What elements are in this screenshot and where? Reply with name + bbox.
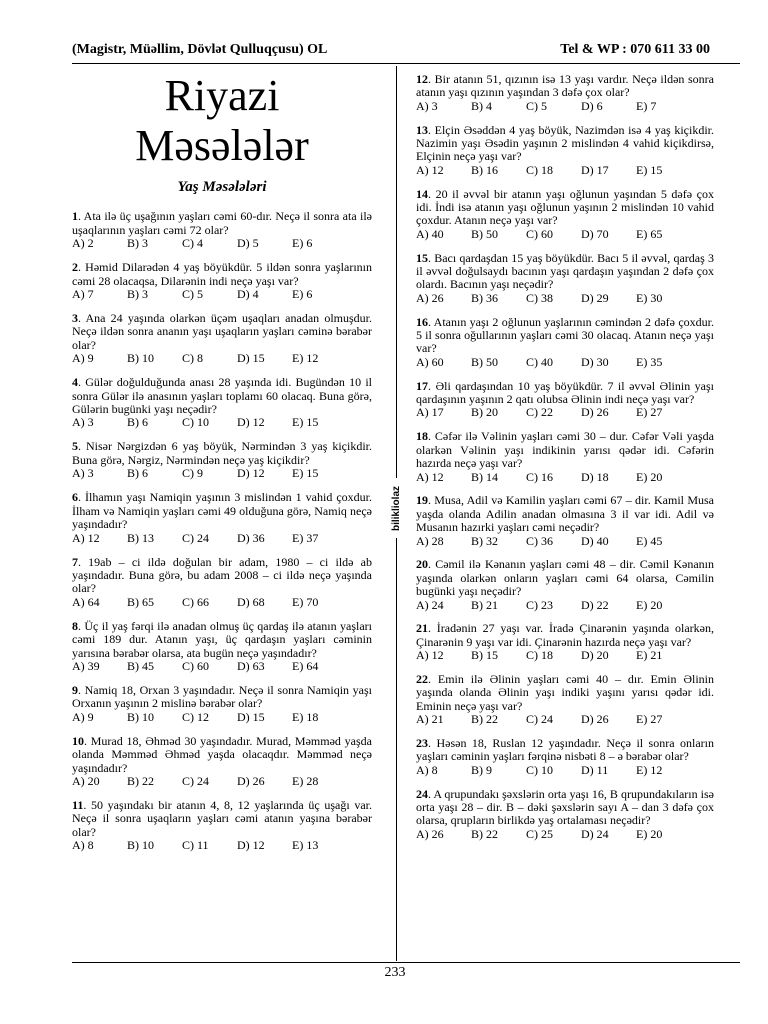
answer-options <box>416 649 714 662</box>
answer-option: B) 10 <box>127 709 154 724</box>
answer-option: A) 3 <box>72 415 94 430</box>
problem-text: . Üç il yaş fərqi ilə anadan olmuş üç qardaş ilə atanın yaşları cəmi 189 dur. Atanın yaşı, üç qardaşın yaşları cəminin yarısına bərabər olarsa, ata bugün neçə yaşındadır? <box>72 618 372 660</box>
answer-option: C) 12 <box>182 709 209 724</box>
problem-question <box>72 261 372 288</box>
answer-option: E) 28 <box>292 773 319 788</box>
problem-number: 22 <box>416 671 428 686</box>
answer-option: A) 3 <box>416 98 438 113</box>
problem-item <box>72 684 372 724</box>
problem-item <box>416 430 714 484</box>
problem-item <box>416 558 714 612</box>
problem-number: 17 <box>416 378 428 393</box>
problem-question <box>72 620 372 660</box>
right-column <box>416 73 714 852</box>
answer-option: D) 26 <box>237 773 265 788</box>
answer-option: B) 14 <box>471 469 498 484</box>
answer-option: E) 20 <box>636 597 663 612</box>
problem-question <box>416 124 714 164</box>
answer-option: A) 28 <box>416 533 444 548</box>
answer-option: D) 17 <box>581 162 609 177</box>
problem-number: 16 <box>416 314 428 329</box>
answer-option: B) 9 <box>471 762 492 777</box>
answer-option: D) 22 <box>581 597 609 612</box>
problem-question <box>72 210 372 237</box>
problem-question <box>416 788 714 828</box>
problem-number: 24 <box>416 786 428 801</box>
answer-option: C) 18 <box>526 648 553 663</box>
problem-number: 9 <box>72 682 78 697</box>
section-title: Yaş Məsələləri <box>177 179 267 195</box>
answer-options <box>416 356 714 369</box>
answer-option: E) 15 <box>292 466 319 481</box>
problem-question <box>72 735 372 775</box>
answer-option: D) 15 <box>237 351 265 366</box>
answer-option: C) 22 <box>526 405 553 420</box>
answer-option: E) 6 <box>292 236 313 251</box>
answer-option: B) 13 <box>127 530 154 545</box>
problem-item <box>72 261 372 301</box>
answer-option: D) 40 <box>581 533 609 548</box>
problem-item <box>72 440 372 480</box>
problem-number: 11 <box>72 797 84 812</box>
problem-text: . Gülər doğulduğunda anası 28 yaşında idi. Bugündən 10 il sonra Gülər ilə anasının yaşları toplamı 60 olacaq. Buna görə, Gülərin bugünki yaşı neçədir? <box>72 375 372 417</box>
problem-item <box>72 735 372 789</box>
answer-option: D) 5 <box>237 236 259 251</box>
answer-options <box>416 828 714 841</box>
answer-option: E) 18 <box>292 709 319 724</box>
answer-option: E) 37 <box>292 530 319 545</box>
answer-options <box>416 713 714 726</box>
side-watermark <box>386 478 406 538</box>
answer-option: C) 60 <box>182 658 209 673</box>
answer-option: C) 10 <box>182 415 209 430</box>
answer-option: C) 38 <box>526 290 553 305</box>
answer-option: A) 12 <box>72 530 100 545</box>
answer-option: A) 9 <box>72 709 94 724</box>
page-header <box>72 42 710 62</box>
answer-option: A) 20 <box>72 773 100 788</box>
problem-text: . Musa, Adil və Kamilin yaşları cəmi 67 – dir. Kamil Musa yaşda olanda Adilin anadan olmasına 3 il var idi. Adil və Musanın hazırki yaşları cəmi neçədir? <box>416 493 714 535</box>
answer-option: D) 26 <box>581 405 609 420</box>
answer-option: C) 18 <box>526 162 553 177</box>
answer-option: D) 26 <box>581 712 609 727</box>
answer-option: B) 65 <box>127 594 154 609</box>
answer-options <box>416 406 714 419</box>
answer-option: B) 3 <box>127 287 148 302</box>
answer-option: C) 8 <box>182 351 203 366</box>
footer-rule <box>72 962 740 963</box>
problem-item <box>416 252 714 306</box>
problem-text: . Cəfər ilə Vəlinin yaşları cəmi 30 – dur. Cəfər Vəli yaşda olarkən Vəlinin yaşı indikinin yarısı qədər idi. Cəfərin hazırda neçə yaşı var? <box>416 429 714 471</box>
problem-number: 19 <box>416 493 428 508</box>
answer-option: E) 35 <box>636 354 663 369</box>
answer-option: A) 3 <box>72 466 94 481</box>
answer-option: B) 6 <box>127 466 148 481</box>
answer-option: C) 25 <box>526 826 553 841</box>
answer-option: A) 12 <box>416 648 444 663</box>
answer-option: E) 70 <box>292 594 319 609</box>
answer-options <box>72 467 372 480</box>
answer-option: C) 11 <box>182 838 209 853</box>
problem-item <box>416 622 714 662</box>
answer-option: C) 40 <box>526 354 553 369</box>
answer-option: D) 68 <box>237 594 265 609</box>
problem-question <box>416 558 714 598</box>
answer-option: E) 45 <box>636 533 663 548</box>
answer-option: C) 24 <box>526 712 553 727</box>
answer-option: A) 64 <box>72 594 100 609</box>
answer-option: C) 5 <box>182 287 203 302</box>
problem-list-right <box>416 73 714 841</box>
problem-item <box>416 380 714 420</box>
answer-option: D) 20 <box>581 648 609 663</box>
problem-item <box>416 494 714 548</box>
title-line-1: Riyazi <box>164 71 280 120</box>
problem-item <box>72 491 372 545</box>
answer-option: E) 7 <box>636 98 657 113</box>
answer-option: D) 11 <box>581 762 609 777</box>
answer-option: D) 6 <box>581 98 603 113</box>
answer-option: D) 29 <box>581 290 609 305</box>
answer-option: D) 36 <box>237 530 265 545</box>
answer-option: A) 9 <box>72 351 94 366</box>
problem-item <box>72 376 372 430</box>
answer-option: B) 10 <box>127 838 154 853</box>
answer-option: E) 6 <box>292 287 313 302</box>
answer-options <box>72 532 372 545</box>
problem-question <box>416 188 714 228</box>
problem-number: 12 <box>416 72 428 86</box>
answer-option: D) 70 <box>581 226 609 241</box>
answer-option: E) 27 <box>636 712 663 727</box>
answer-option: E) 15 <box>292 415 319 430</box>
answer-options <box>72 416 372 429</box>
answer-option: C) 24 <box>182 773 209 788</box>
problem-number: 1 <box>72 209 78 224</box>
problem-number: 6 <box>72 490 78 505</box>
problem-question <box>72 799 372 839</box>
problem-question <box>72 376 372 416</box>
answer-option: C) 66 <box>182 594 209 609</box>
answer-options <box>72 288 372 301</box>
answer-option: A) 40 <box>416 226 444 241</box>
answer-option: A) 12 <box>416 162 444 177</box>
answer-option: D) 12 <box>237 838 265 853</box>
answer-option: A) 26 <box>416 290 444 305</box>
problem-item <box>416 737 714 777</box>
answer-option: E) 21 <box>636 648 663 663</box>
problem-question <box>416 252 714 292</box>
problem-text: . Ata ilə üç uşağının yaşları cəmi 60-dır. Neçə il sonra ata ilə uşaqlarının yaşları cəmi 72 olar? <box>72 209 372 237</box>
answer-options <box>72 237 372 250</box>
answer-option: B) 3 <box>127 236 148 251</box>
problem-text: . Cəmil ilə Kənanın yaşları cəmi 48 – dir. Cəmil Kənanın yaşında olarkən onların yaşları cəmi 64 olarsa, Cəmilin bugünki yaşı neçədir? <box>416 557 714 599</box>
answer-options <box>72 352 372 365</box>
problem-item <box>416 73 714 113</box>
answer-option: C) 10 <box>526 762 553 777</box>
problem-item <box>416 316 714 370</box>
problem-question <box>416 494 714 534</box>
problem-item <box>72 556 372 610</box>
problem-question <box>72 440 372 467</box>
answer-option: D) 63 <box>237 658 265 673</box>
answer-option: B) 22 <box>471 712 498 727</box>
problem-number: 20 <box>416 557 428 572</box>
problem-question <box>72 684 372 711</box>
answer-option: E) 15 <box>636 162 663 177</box>
answer-option: B) 15 <box>471 648 498 663</box>
problem-question <box>72 556 372 596</box>
problem-number: 3 <box>72 311 78 326</box>
answer-option: C) 16 <box>526 469 553 484</box>
problem-number: 5 <box>72 439 78 454</box>
problem-question <box>416 430 714 470</box>
problem-text: . Ana 24 yaşında olarkən üçəm uşaqları anadan olmuşdur. Neçə ildən sonra ananın yaşı uşaqların yaşları cəminə bərabər olar? <box>72 311 372 352</box>
answer-options <box>416 292 714 305</box>
answer-option: E) 13 <box>292 838 319 853</box>
problem-item <box>416 124 714 178</box>
answer-option: B) 50 <box>471 226 498 241</box>
answer-options <box>416 100 714 113</box>
problem-item <box>72 312 372 366</box>
answer-options <box>416 599 714 612</box>
problem-text: . İradənin 27 yaşı var. İradə Çinarənin yaşında olarkən, Çinarənin 9 yaşı var idi. Çinarənin hazırda neçə yaşı var? <box>416 621 714 649</box>
problem-text: . Nisər Nərgizdən 6 yaş böyük, Nərmindən 3 yaş kiçikdir. Buna görə, Nərgiz, Nərmindən neçə yaş kiçikdir? <box>72 439 372 467</box>
problem-item <box>72 210 372 250</box>
answer-option: E) 20 <box>636 826 663 841</box>
header-rule <box>72 63 740 64</box>
answer-option: C) 9 <box>182 466 203 481</box>
answer-option: E) 65 <box>636 226 663 241</box>
problem-text: . A qrupundakı şəxslərin orta yaşı 16, B qrupundakıların isə orta yaşı 28 – dir. B – dəki şəxslərin sayı A – dan 3 dəfə çox olarsa, qrupların birlikdə yaş ortalaması neçədir? <box>416 786 714 828</box>
answer-option: B) 6 <box>127 415 148 430</box>
answer-option: B) 21 <box>471 597 498 612</box>
answer-option: A) 24 <box>416 597 444 612</box>
problem-text: . Həsən 18, Ruslan 12 yaşındadır. Neçə il sonra onların yaşları cəminin yaşları fərqinə nisbəti 8 – ə bərabər olar? <box>416 735 714 764</box>
answer-option: A) 17 <box>416 405 444 420</box>
answer-option: A) 60 <box>416 354 444 369</box>
answer-option: B) 22 <box>471 826 498 841</box>
problem-number: 14 <box>416 186 428 201</box>
left-column <box>72 71 372 863</box>
answer-option: A) 26 <box>416 826 444 841</box>
answer-option: E) 12 <box>292 351 319 366</box>
problem-question <box>416 737 714 764</box>
answer-option: B) 10 <box>127 351 154 366</box>
answer-options <box>72 660 372 673</box>
answer-option: B) 4 <box>471 98 492 113</box>
problem-item <box>72 799 372 853</box>
problem-question <box>416 622 714 649</box>
title-line-2: Məsələlər <box>135 121 309 170</box>
problem-text: . Namiq 18, Orxan 3 yaşındadır. Neçə il sonra Namiqin yaşı Orxanın yaşının 2 mislinə bərabər olar? <box>72 682 372 711</box>
problem-question <box>416 73 714 100</box>
problem-question <box>416 673 714 713</box>
answer-option: A) 2 <box>72 236 94 251</box>
problem-item <box>416 673 714 727</box>
problem-number: 21 <box>416 621 428 636</box>
answer-options <box>72 711 372 724</box>
answer-options <box>416 471 714 484</box>
problem-text: . Murad 18, Əhməd 30 yaşındadır. Murad, Məmməd yaşda olanda Məmməd Əhməd yaşda olacaqdır. Məmməd neçə yaşındadır? <box>72 733 372 775</box>
problem-question <box>416 380 714 407</box>
problem-list-left <box>72 210 372 852</box>
answer-options <box>416 164 714 177</box>
answer-option: E) 20 <box>636 469 663 484</box>
problem-item <box>416 788 714 842</box>
problem-text: . Bacı qardaşdan 15 yaş böyükdür. Bacı 5 il əvvəl, qardaş 3 il əvvəl doğulsaydı bacının yaşı qardaşın yaşından 2 dəfə çox olardı. Bacının yaşı neçədir? <box>416 250 714 292</box>
answer-option: A) 8 <box>416 762 438 777</box>
answer-option: D) 12 <box>237 415 265 430</box>
answer-option: E) 64 <box>292 658 319 673</box>
answer-option: D) 4 <box>237 287 259 302</box>
answer-option: D) 12 <box>237 466 265 481</box>
problem-number: 7 <box>72 554 78 569</box>
answer-option: D) 18 <box>581 469 609 484</box>
problem-item <box>416 188 714 242</box>
answer-option: C) 5 <box>526 98 547 113</box>
answer-option: E) 27 <box>636 405 663 420</box>
answer-option: B) 22 <box>127 773 154 788</box>
problem-number: 13 <box>416 122 428 137</box>
problem-text: . Bir atanın 51, qızının isə 13 yaşı vardır. Neçə ildən sonra atanın yaşı qızının yaşından 3 dəfə çox olar? <box>416 72 714 100</box>
answer-option: A) 39 <box>72 658 100 673</box>
problem-number: 8 <box>72 618 78 633</box>
header-contact-text: Tel & WP : 070 611 33 00 <box>560 42 710 57</box>
answer-option: A) 21 <box>416 712 444 727</box>
answer-option: C) 36 <box>526 533 553 548</box>
problem-number: 2 <box>72 260 78 275</box>
answer-options <box>416 228 714 241</box>
problem-number: 15 <box>416 250 428 265</box>
problem-number: 23 <box>416 735 428 750</box>
problem-question <box>416 316 714 356</box>
answer-option: B) 36 <box>471 290 498 305</box>
problem-number: 18 <box>416 429 428 444</box>
answer-options <box>72 596 372 609</box>
problem-number: 10 <box>72 733 84 748</box>
answer-option: C) 60 <box>526 226 553 241</box>
problem-question <box>72 491 372 531</box>
answer-option: B) 32 <box>471 533 498 548</box>
problem-text: . Elçin Əsəddən 4 yaş böyük, Nazimdən isə 4 yaş kiçikdir. Nazimin yaşı Əsədin yaşının 2 mislindən 4 vahid kiçikdirsə, Elçinin neçə yaşı var? <box>416 122 714 164</box>
answer-option: E) 12 <box>636 762 663 777</box>
problem-text: . Atanın yaşı 2 oğlunun yaşlarının cəmindən 2 dəfə çoxdur. 5 il sonra oğullarının yaşları cəmi 30 olacaq. Atanın neçə yaşı var? <box>416 314 714 356</box>
problem-item <box>72 620 372 674</box>
answer-option: E) 30 <box>636 290 663 305</box>
answer-option: C) 23 <box>526 597 553 612</box>
problem-text: . İlhamın yaşı Namiqin yaşının 3 mislindən 1 vahid çoxdur. İlham və Namiqin yaşları cəmi 49 olduğuna görə, Namiq neçə yaşındadır? <box>72 490 372 532</box>
problem-text: . Həmid Dilarədən 4 yaş böyükdür. 5 ildən sonra yaşlarının cəmi 28 olacaqsa, Dilarənin indi neçə yaşı var? <box>72 260 372 288</box>
answer-option: C) 24 <box>182 530 209 545</box>
answer-option: B) 45 <box>127 658 154 673</box>
problem-question <box>72 312 372 352</box>
answer-option: D) 30 <box>581 354 609 369</box>
answer-option: A) 12 <box>416 469 444 484</box>
header-left-text: (Magistr, Müəllim, Dövlət Qulluqçusu) OL <box>72 42 328 57</box>
answer-options <box>72 839 372 852</box>
answer-option: D) 15 <box>237 709 265 724</box>
side-watermark-text: bilikliolaz <box>390 485 402 531</box>
answer-option: A) 7 <box>72 287 94 302</box>
document-title <box>72 71 372 171</box>
problem-text: . Emin ilə Əlinin yaşları cəmi 40 – dır. Emin Əlinin yaşında olanda Əlinin yaşı indiki yaşını yarısı qədər idi. Eminin neçə yaşı var? <box>416 671 714 713</box>
problem-number: 4 <box>72 375 78 390</box>
page-number: 233 <box>384 965 406 980</box>
problem-text: . Əli qardaşından 10 yaş böyükdür. 7 il əvvəl Əlinin yaşı qardaşının yaşının 2 qatı olubsa Əlinin indi neçə yaşı var? <box>416 378 714 407</box>
answer-options <box>416 764 714 777</box>
answer-options <box>72 775 372 788</box>
answer-option: B) 20 <box>471 405 498 420</box>
answer-option: D) 24 <box>581 826 609 841</box>
answer-option: A) 8 <box>72 838 94 853</box>
problem-text: . 19ab – ci ildə doğulan bir adam, 1980 – ci ildə ab yaşındadır. Buna görə, bu adam 2008 – ci ildə neçə yaşında olar? <box>72 554 372 596</box>
answer-option: B) 50 <box>471 354 498 369</box>
problem-text: . 20 il əvvəl bir atanın yaşı oğlunun yaşından 5 dəfə çox idi. İndi isə atanın yaşı oğlunun yaşının 2 mislindən 10 vahid çoxdur. Atanın neçə yaşı var? <box>416 186 714 228</box>
problem-text: . 50 yaşındakı bir atanın 4, 8, 12 yaşlarında üç uşağı var. Neçə il sonra uşaqların yaşları cəmi atanın yaşına bərabər olar? <box>72 797 372 839</box>
answer-options <box>416 535 714 548</box>
answer-option: C) 4 <box>182 236 203 251</box>
answer-option: B) 16 <box>471 162 498 177</box>
